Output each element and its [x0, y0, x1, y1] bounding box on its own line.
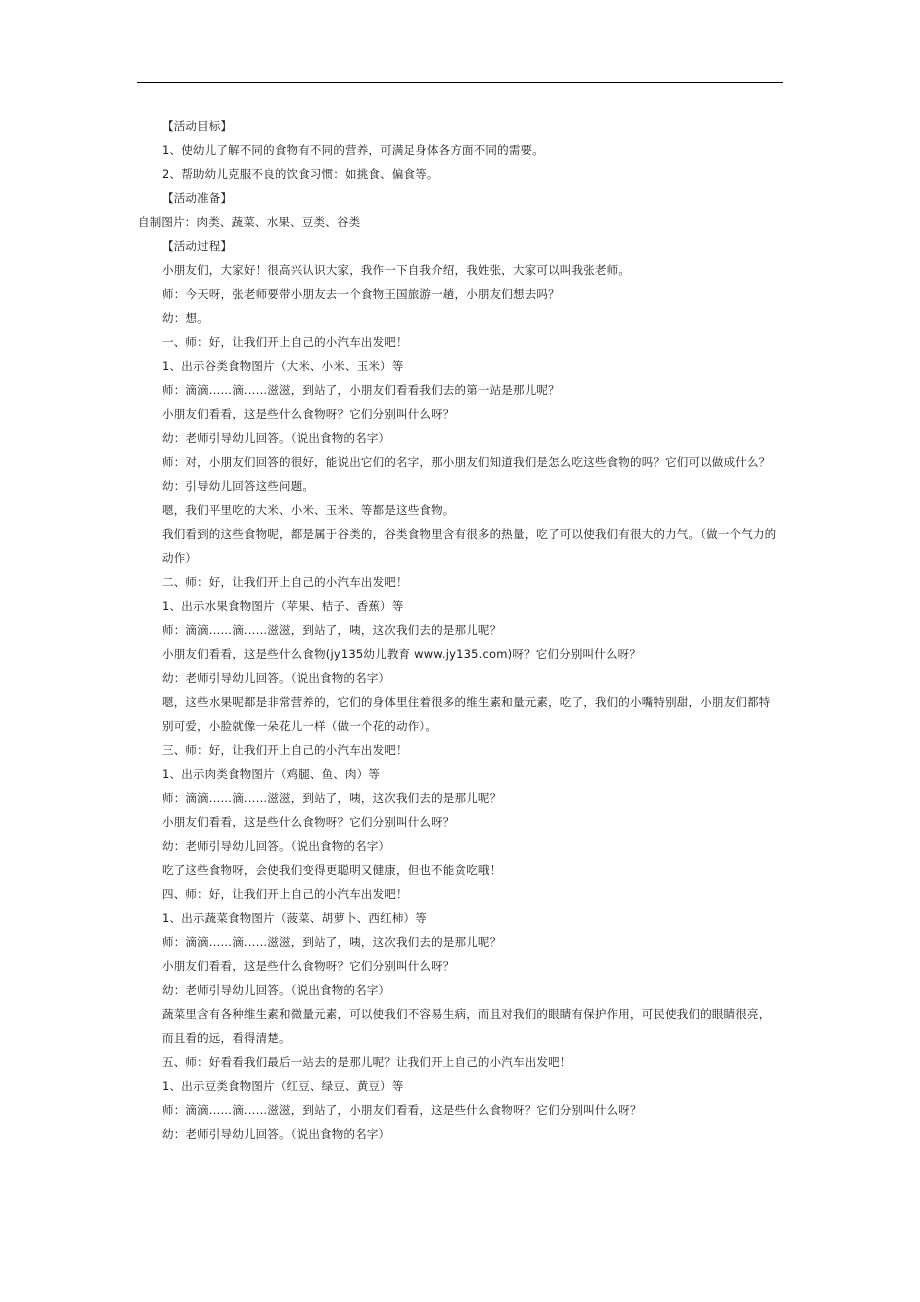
paragraph: 师：对，小朋友们回答的很好，能说出它们的名字，那小朋友们知道我们是怎么吃这些食物的吗？它们可以做成什么？	[162, 455, 771, 469]
text-line: 1、出示蔬菜食物图片（菠菜、胡萝卜、西红柿）等	[162, 911, 427, 925]
text-line: 师：滴滴……滴……滋滋，到站了，咦，这次我们去的是那儿呢？	[162, 623, 502, 637]
text-line: 1、出示肉类食物图片（鸡腿、鱼、肉）等	[162, 767, 381, 781]
text-line: 四、师：好，让我们开上自己的小汽车出发吧！	[162, 887, 408, 901]
text-line: 1、出示豆类食物图片（红豆、绿豆、黄豆）等	[162, 1079, 404, 1093]
text-line: 师：滴滴……滴……滋滋，到站了，小朋友们看看，这是些什么食物呀？它们分别叫什么呀？	[162, 1103, 642, 1117]
document-body	[138, 114, 782, 1146]
text-line: 小朋友们看看，这是些什么食物呀？它们分别叫什么呀？	[162, 407, 455, 421]
text-line: 师：滴滴……滴……滋滋，到站了，咦，这次我们去的是那儿呢？	[162, 791, 502, 805]
text-line: 三、师：好，让我们开上自己的小汽车出发吧！	[162, 743, 408, 757]
text-line: 二、师：好，让我们开上自己的小汽车出发吧！	[162, 575, 408, 589]
text-line: 小朋友们看看，这是些什么食物呀？它们分别叫什么呀？	[162, 815, 455, 829]
text-line: 师：今天呀，张老师要带小朋友去一个食物王国旅游一趟，小朋友们想去吗？	[162, 287, 560, 301]
header-rule	[137, 82, 783, 83]
text-line: 小朋友们看看，这是些什么食物呀？它们分别叫什么呀？	[162, 959, 455, 973]
text-line: 小朋友们看看，这是些什么食物(jy135幼儿教育 www.jy135.com)呀？它们分别叫什么呀？	[162, 647, 642, 661]
section-heading: 【活动准备】	[162, 191, 233, 205]
section-heading: 【活动过程】	[162, 239, 233, 253]
text-line: 1、出示谷类食物图片（大米、小米、玉米）等	[162, 359, 404, 373]
text-line: 2、帮助幼儿克服不良的饮食习惯：如挑食、偏食等。	[162, 167, 439, 181]
text-line: 幼：老师引导幼儿回答。（说出食物的名字）	[162, 671, 391, 685]
paragraph: 我们看到的这些食物呢，都是属于谷类的，谷类食物里含有很多的热量，吃了可以使我们有很大的力气。（做一个气力的动作）	[162, 527, 777, 565]
paragraph: 嗯，这些水果呢都是非常营养的，它们的身体里住着很多的维生素和量元素，吃了，我们的小嘴特别甜，小朋友们都特别可爱，小脸就像一朵花儿一样（做一个花的动作）。	[162, 695, 771, 733]
section-heading: 【活动目标】	[162, 119, 233, 133]
text-line: 1、出示水果食物图片（苹果、桔子、香蕉）等	[162, 599, 404, 613]
text-line: 幼：老师引导幼儿回答。（说出食物的名字）	[162, 1127, 391, 1141]
text-line: 幼：老师引导幼儿回答。（说出食物的名字）	[162, 983, 391, 997]
text-line: 一、师：好，让我们开上自己的小汽车出发吧！	[162, 335, 408, 349]
paragraph: 蔬菜里含有各种维生素和微量元素，可以使我们不容易生病，而且对我们的眼睛有保护作用，可民使我们的眼睛很亮，而且看的远，看得清楚。	[162, 1007, 771, 1045]
text-line: 幼：老师引导幼儿回答。（说出食物的名字）	[162, 431, 391, 445]
text-line: 1、使幼儿了解不同的食物有不同的营养，可满足身体各方面不同的需要。	[162, 143, 544, 157]
text-line: 幼：老师引导幼儿回答。（说出食物的名字）	[162, 839, 391, 853]
text-line: 幼：引导幼儿回答这些问题。	[162, 479, 315, 493]
text-line: 嗯，我们平里吃的大米、小米、玉米、等都是这些食物。	[162, 503, 455, 517]
text-line: 师：滴滴……滴……滋滋，到站了，小朋友们看看我们去的第一站是那儿呢？	[162, 383, 560, 397]
text-line: 小朋友们，大家好！很高兴认识大家，我作一下自我介绍，我姓张，大家可以叫我张老师。	[162, 263, 630, 277]
text-line: 幼：想。	[162, 311, 209, 325]
text-line: 自制图片：肉类、蔬菜、水果、豆类、谷类	[138, 215, 361, 229]
text-line: 吃了这些食物呀，会使我们变得更聪明又健康，但也不能贪吃哦！	[162, 863, 502, 877]
text-line: 五、师：好看看我们最后一站去的是那儿呢？让我们开上自己的小汽车出发吧！	[162, 1055, 572, 1069]
text-line: 师：滴滴……滴……滋滋，到站了，咦，这次我们去的是那儿呢？	[162, 935, 502, 949]
